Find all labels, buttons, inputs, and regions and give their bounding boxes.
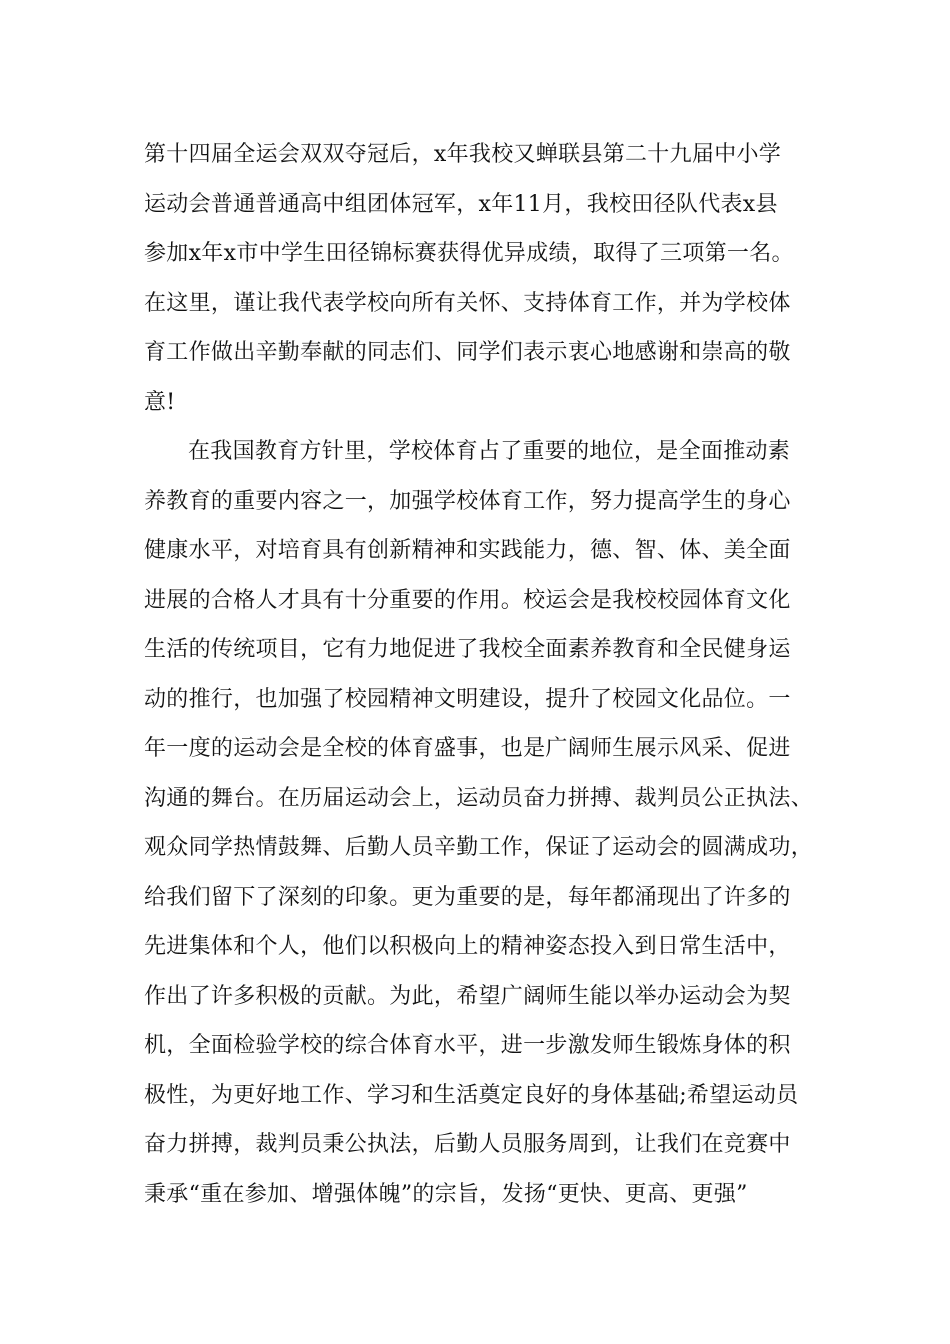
document-body (144, 130, 844, 1219)
text-line: 奋力拼搏，裁判员秉公执法，后勤人员服务周到，让我们在竞赛中 (144, 1132, 791, 1157)
text-line: 给我们留下了深刻的印象。更为重要的是，每年都涌现出了许多的 (144, 884, 791, 910)
text-line: 秉承“重在参加、增强体魄”的宗旨，发扬“更快、更高、更强” (144, 1181, 748, 1207)
paragraph (144, 130, 844, 427)
text-line: 运动会普通普通高中组团体冠军，x年11月，我校田径队代表x县 (144, 191, 778, 217)
text-line: 在我国教育方针里，学校体育占了重要的地位，是全面推动素 (188, 439, 791, 464)
text-line: 健康水平，对培育具有创新精神和实践能力，德、智、体、美全面 (144, 538, 791, 563)
text-line: 意! (144, 389, 176, 415)
text-line: 沟通的舞台。在历届运动会上，运动员奋力拼搏、裁判员公正执法、 (144, 785, 814, 811)
text-line: 机，全面检验学校的综合体育水平，进一步激发师生锻炼身体的积 (144, 1033, 791, 1058)
text-line: 作出了许多积极的贡献。为此，希望广阔师生能以举办运动会为契 (144, 983, 791, 1009)
text-line: 进展的合格人才具有十分重要的作用。校运会是我校校园体育文化 (144, 587, 791, 613)
text-line: 养教育的重要内容之一，加强学校体育工作，努力提高学生的身心 (144, 488, 791, 514)
text-line: 第十四届全运会双双夺冠后，x年我校又蝉联县第二十九届中小学 (144, 142, 782, 167)
text-line: 极性，为更好地工作、学习和生活奠定良好的身体基础;希望运动员 (144, 1082, 799, 1108)
text-line: 生活的传统项目，它有力地促进了我校全面素养教育和全民健身运 (144, 637, 791, 662)
text-line: 先进集体和个人，他们以积极向上的精神姿态投入到日常生活中， (144, 934, 791, 959)
paragraph (144, 427, 844, 1219)
text-line: 观众同学热情鼓舞、后勤人员辛勤工作，保证了运动会的圆满成功， (144, 835, 814, 860)
text-line: 动的推行，也加强了校园精神文明建设，提升了校园文化品位。一 (144, 686, 791, 712)
text-line: 育工作做出辛勤奉献的同志们、同学们表示衷心地感谢和崇高的敬 (144, 340, 791, 365)
text-line: 年一度的运动会是全校的体育盛事，也是广阔师生展示风采、促进 (144, 736, 791, 761)
text-line: 在这里，谨让我代表学校向所有关怀、支持体育工作，并为学校体 (144, 290, 791, 316)
text-line: 参加x年x市中学生田径锦标赛获得优异成绩，取得了三项第一名。 (144, 241, 794, 266)
